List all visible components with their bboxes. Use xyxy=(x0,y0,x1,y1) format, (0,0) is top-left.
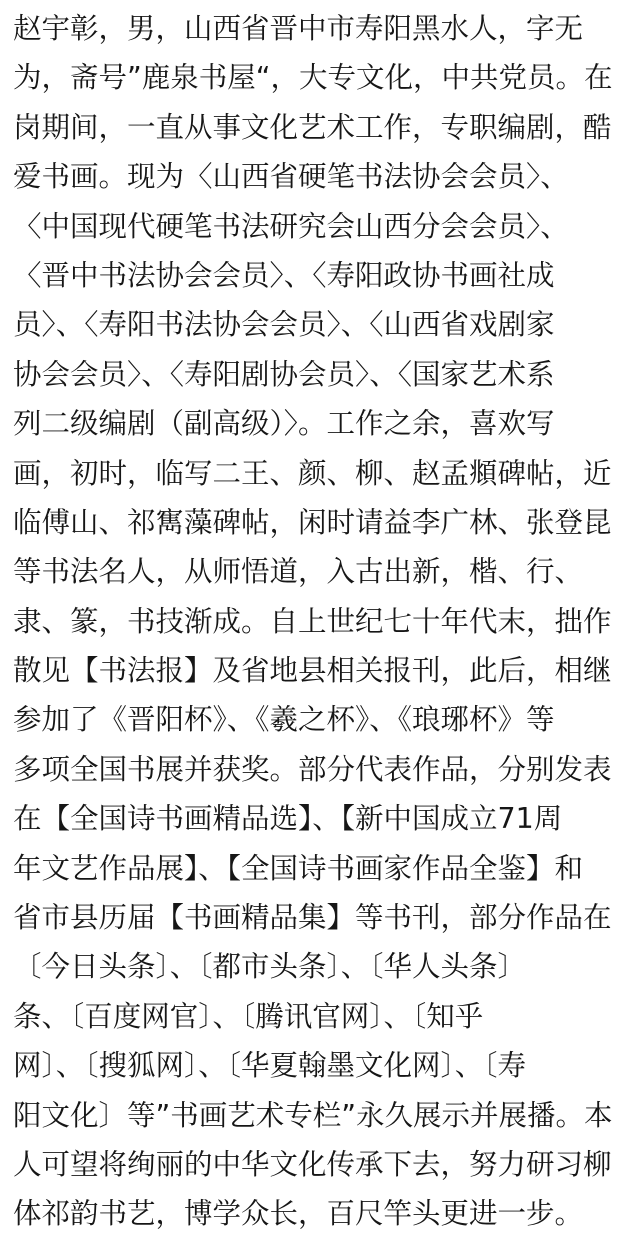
text-line: 阳文化〕等”书画艺术专栏”永久展示并展播。本 xyxy=(13,1098,613,1132)
text-line: 为，斋号”鹿泉书屋“，大专文化，中共党员。在 xyxy=(13,61,613,95)
text-line: 岗期间，一直从事文化艺术工作，专职编剧，酷 xyxy=(13,110,612,144)
text-line: 〈晋中书法协会会员〉、〈寿阳政协书画社成 xyxy=(13,258,555,292)
text-line: 协会会员〉、〈寿阳剧协会员〉、〈国家艺术系 xyxy=(13,357,555,391)
text-line: 员〉、〈寿阳书法协会会员〉、〈山西省戏剧家 xyxy=(13,308,555,342)
text-line: 在【全国诗书画精品选】、【新中国成立71周 xyxy=(13,802,563,836)
text-line: 等书法名人，从师悟道，入古出新，楷、行、 xyxy=(13,555,584,589)
text-line: 条、〔百度网官〕、〔腾讯官网〕、〔知乎 xyxy=(13,999,484,1033)
text-line: 赵宇彰，男，山西省晋中市寿阳黑水人，字无 xyxy=(13,12,584,45)
text-line: 参加了《晋阳杯》、《羲之杯》、《琅琊杯》等 xyxy=(13,703,555,737)
text-line: 〔今日头条〕、〔都市头条〕、〔华人头条〕 xyxy=(13,950,527,984)
text-line: 列二级编剧（副高级）〉。工作之余，喜欢写 xyxy=(13,407,555,441)
text-line: 〈中国现代硬笔书法研究会山西分会会员〉、 xyxy=(13,209,569,243)
text-line: 年文艺作品展】、【全国诗书画家作品全鉴】和 xyxy=(13,851,584,885)
text-line: 体祁韵书艺，博学众长，百尺竿头更进一步。 xyxy=(13,1197,584,1231)
text-line: 临傅山、祁寯藻碑帖，闲时请益李广林、张登昆 xyxy=(13,505,612,539)
article-body xyxy=(13,4,637,1239)
text-line: 隶、篆，书技渐成。自上世纪七十年代末，拙作 xyxy=(13,604,612,638)
text-line: 画，初时，临写二王、颜、柳、赵孟頫碑帖，近 xyxy=(13,456,612,490)
text-line: 散见【书法报】及省地县相关报刊，此后，相继 xyxy=(13,654,612,688)
text-line: 多项全国书展并获奖。部分代表作品，分别发表 xyxy=(13,752,612,786)
text-line: 爱书画。现为〈山西省硬笔书法协会会员〉、 xyxy=(13,160,569,194)
text-line: 人可望将绚丽的中华文化传承下去，努力研习柳 xyxy=(13,1147,612,1181)
text-line: 网〕、〔搜狐网〕、〔华夏翰墨文化网〕、〔寿 xyxy=(13,1049,527,1083)
text-line: 省市县历届【书画精品集】等书刊，部分作品在 xyxy=(13,901,612,935)
